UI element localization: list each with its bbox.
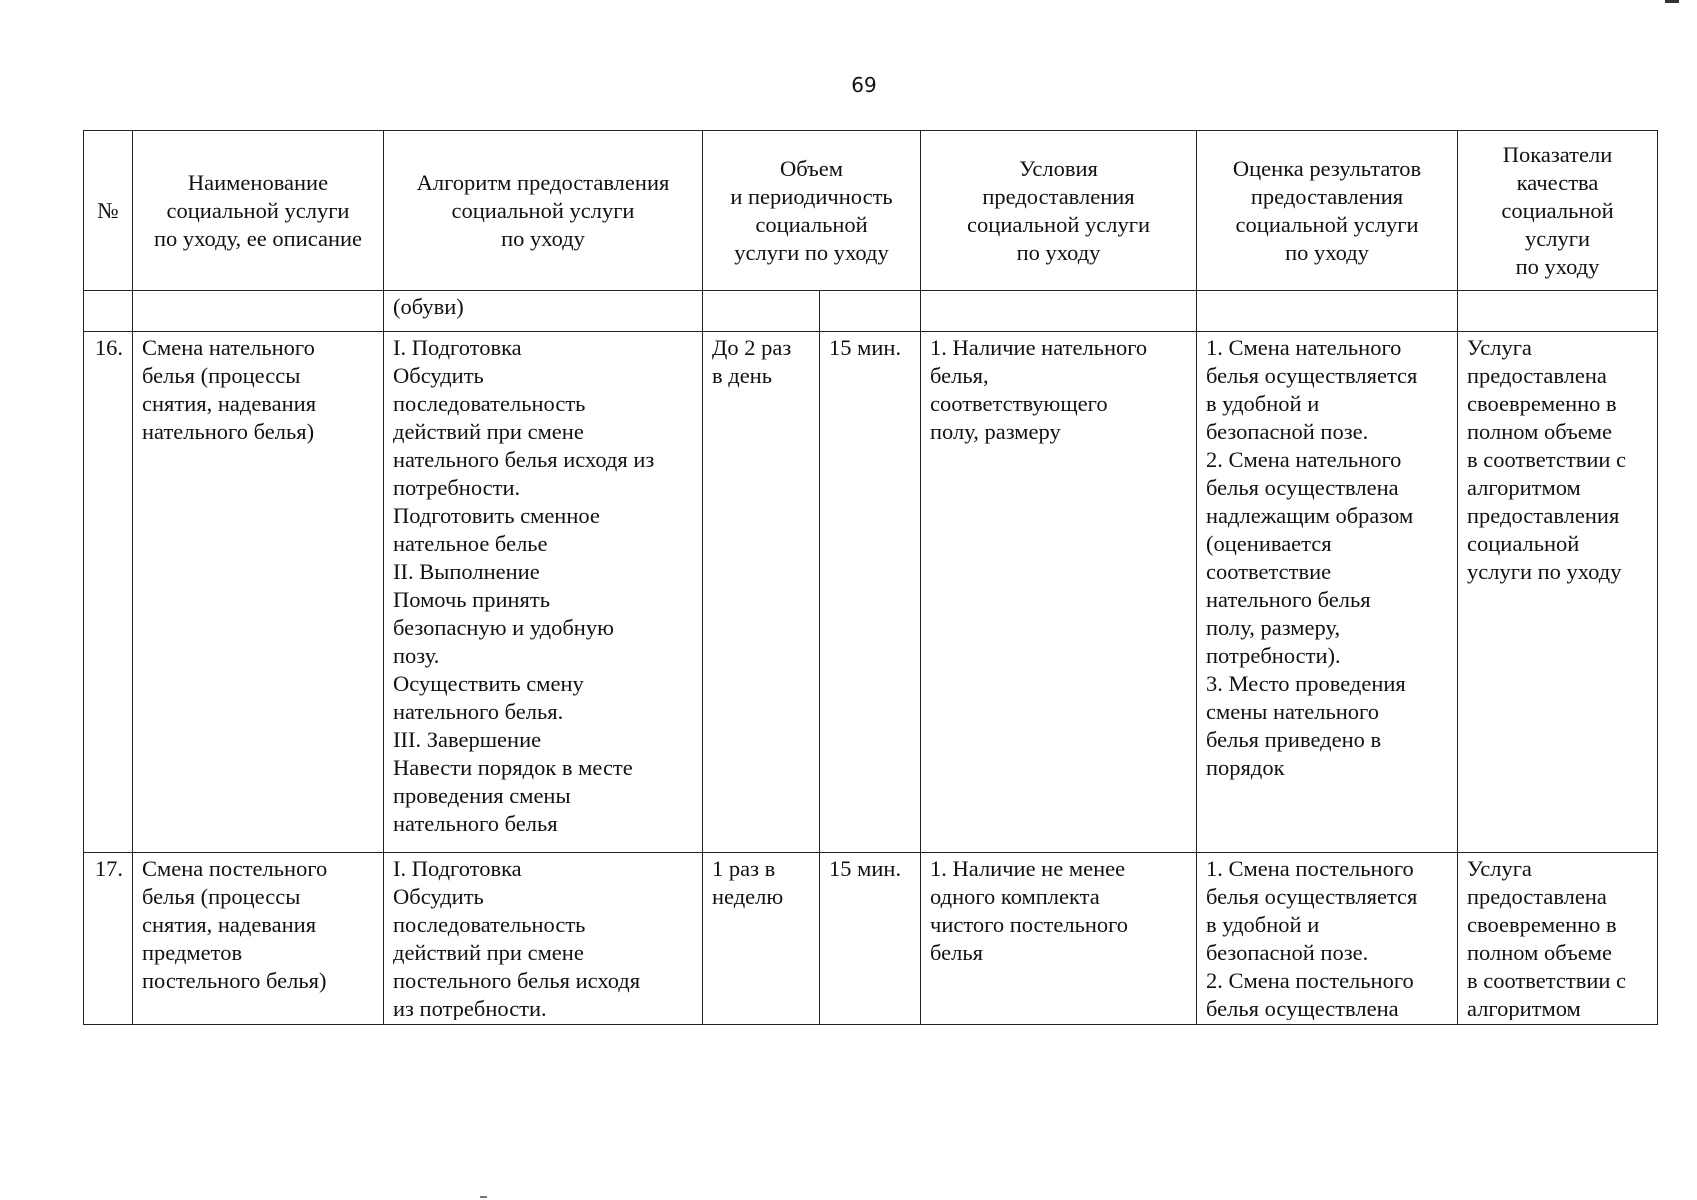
cell-evaluation [1197, 853, 1458, 1025]
cell-quality: Услуга предоставлена своевременно в полном объеме в соответствии с алгоритмом предоставления социальной услуги по уходу [1458, 332, 1658, 853]
table-header-row [84, 131, 1658, 291]
scan-corner-mark [1665, 0, 1679, 3]
cell-num [84, 291, 133, 332]
header-quality: Показатели качества социальной услуги по уходу [1458, 131, 1658, 291]
cell-algorithm: (обуви) [384, 291, 703, 332]
cell-algorithm [384, 853, 703, 1025]
cell-frequency: 1 раз в неделю [703, 853, 820, 1025]
cell-quality-text: Услуга предоставлена своевременно в полном объеме в соответствии с алгоритмом [1467, 856, 1627, 1020]
table-row-continuation [84, 291, 1658, 332]
cell-algorithm: I. Подготовка Обсудить последовательность действий при смене нательного белья исходя из потребности. Подготовить сменное нательное белье II. Выполнение Помочь принять безопасную и удобную позу. Осуществить смену нательного белья. III. Завершение Навести порядок в месте проведения смены нательного белья [384, 332, 703, 853]
cell-conditions: 1. Наличие нательного белья, соответствующего полу, размеру [921, 332, 1197, 853]
header-conditions: Условия предоставления социальной услуги по уходу [921, 131, 1197, 291]
cell-conditions [921, 291, 1197, 332]
header-volume-frequency: Объем и периодичность социальной услуги по уходу [703, 131, 921, 291]
page-number: 69 [851, 73, 877, 97]
cell-evaluation: 1. Смена нательного белья осуществляется в удобной и безопасной позе. 2. Смена нательного белья осуществлена надлежащим образом (оценивается соответствие нательного белья полу, размеру, потребности). 3. Место проведения смены нательного белья приведено в порядок [1197, 332, 1458, 853]
cell-duration [820, 291, 921, 332]
cell-frequency: До 2 раз в день [703, 332, 820, 853]
cell-evaluation [1197, 291, 1458, 332]
cell-conditions: 1. Наличие не менее одного комплекта чистого постельного белья [921, 853, 1197, 1025]
cell-num: 17. [84, 853, 133, 1025]
cell-duration: 15 мин. [820, 853, 921, 1025]
header-num: № [84, 131, 133, 291]
cell-name [133, 291, 384, 332]
header-evaluation: Оценка результатов предоставления социальной услуги по уходу [1197, 131, 1458, 291]
cell-quality [1458, 853, 1658, 1025]
header-algorithm: Алгоритм предоставления социальной услуги по уходу [384, 131, 703, 291]
cell-name: Смена постельного белья (процессы снятия, надевания предметов постельного белья) [133, 853, 384, 1025]
table-row [84, 853, 1658, 1025]
cell-name: Смена нательного белья (процессы снятия, надевания нательного белья) [133, 332, 384, 853]
table-row [84, 332, 1658, 853]
cell-num: 16. [84, 332, 133, 853]
services-table [83, 130, 1658, 1025]
header-service-name: Наименование социальной услуги по уходу, ее описание [133, 131, 384, 291]
cell-duration: 15 мин. [820, 332, 921, 853]
scan-speck [480, 1196, 487, 1198]
cell-quality [1458, 291, 1658, 332]
cell-algorithm-text: I. Подготовка Обсудить последовательность действий при смене постельного белья исходя из потребности. [393, 856, 641, 1020]
cell-evaluation-text: 1. Смена постельного белья осуществляется в удобной и безопасной позе. 2. Смена постельного белья осуществлена [1206, 856, 1418, 1020]
cell-frequency [703, 291, 820, 332]
